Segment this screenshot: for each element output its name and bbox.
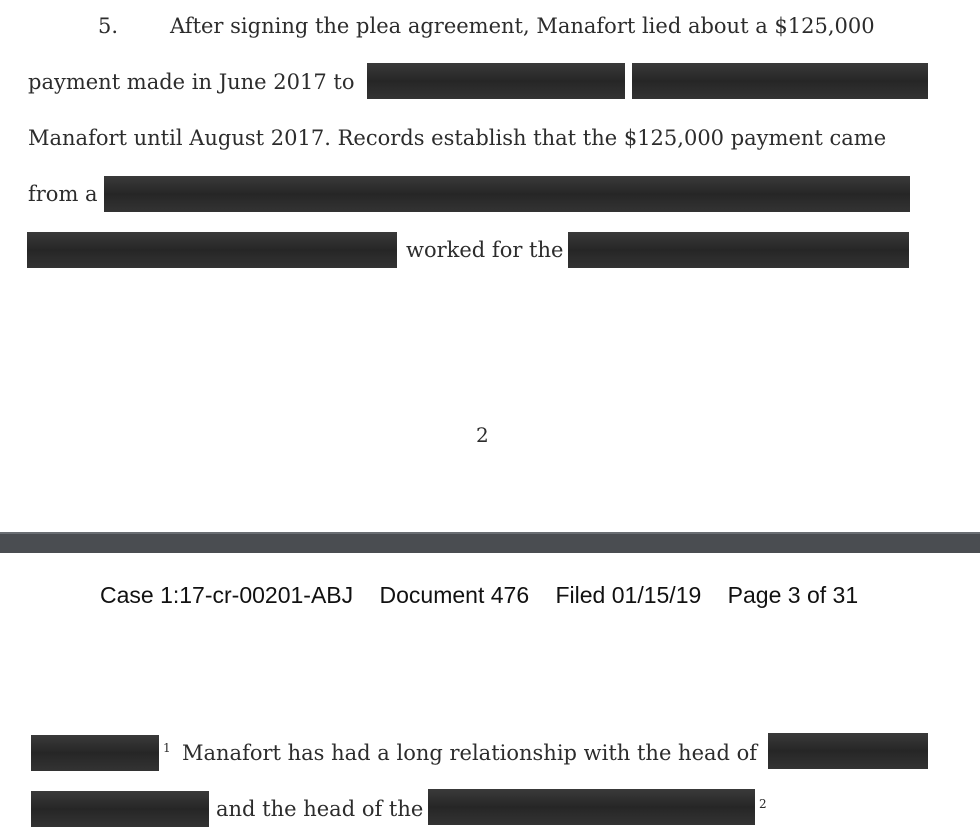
redaction-box <box>31 735 159 771</box>
page-separator <box>0 532 980 555</box>
footnote-marker: 2 <box>759 797 767 811</box>
paragraph-number: 5. <box>98 14 119 38</box>
text-line-1: After signing the plea agreement, Manafort lied about a $125,000 <box>170 14 875 38</box>
redaction-box <box>31 791 209 827</box>
page-number: 2 <box>476 423 489 447</box>
bottom-text-line-2: and the head of the <box>216 797 424 821</box>
redaction-box <box>367 63 625 99</box>
text-line-5: worked for the <box>406 238 564 262</box>
redaction-box <box>27 232 397 268</box>
footnote-marker: 1 <box>163 741 171 755</box>
filed-date: Filed 01/15/19 <box>555 582 702 608</box>
document-number: Document 476 <box>379 582 530 608</box>
redaction-box <box>104 176 910 212</box>
case-number: Case 1:17-cr-00201-ABJ <box>100 582 354 608</box>
redaction-box <box>632 63 928 99</box>
redaction-box <box>768 733 928 769</box>
bottom-text-line-1: Manafort has had a long relationship with the head of <box>182 741 758 765</box>
text-line-4: from a <box>28 182 98 206</box>
redaction-box <box>428 789 755 825</box>
redaction-box <box>568 232 909 268</box>
text-line-2: payment made in June 2017 to <box>28 70 355 94</box>
page-of: Page 3 of 31 <box>727 582 859 608</box>
text-line-3: Manafort until August 2017. Records establish that the $125,000 payment came <box>28 126 887 150</box>
case-header <box>100 582 878 609</box>
